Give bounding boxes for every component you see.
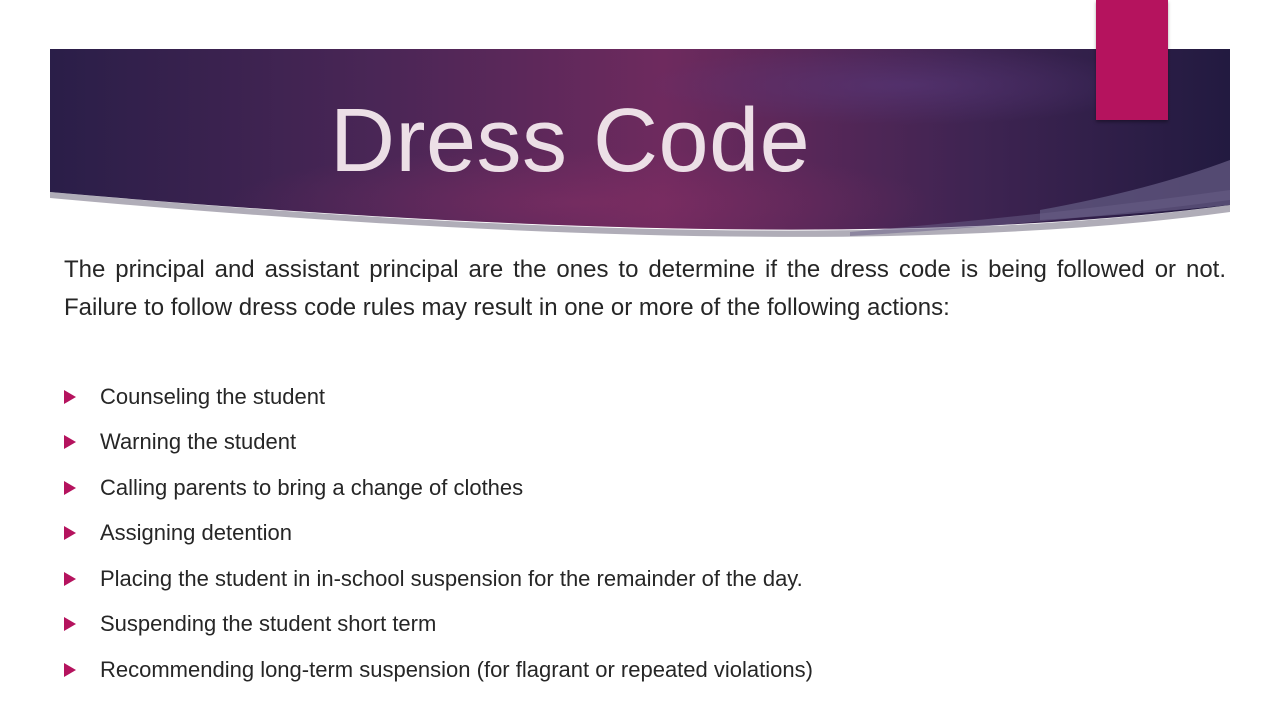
triangle-right-icon [64,663,76,677]
list-item-text: Placing the student in in-school suspension for the remainder of the day. [100,565,803,591]
intro-paragraph: The principal and assistant principal are the ones to determine if the dress code is being followed or not. Failure to follow dress code rules may result in one or more of the following actions: [64,256,1226,321]
triangle-right-icon [64,481,76,495]
list-item-text: Warning the student [100,429,297,455]
list-item [64,647,1224,693]
triangle-right-icon [64,617,76,631]
list-item [64,511,1224,557]
list-item-text: Recommending long-term suspension (for flagrant or repeated violations) [100,656,813,682]
triangle-right-icon [64,435,76,449]
triangle-right-icon [64,572,76,586]
accent-tab [1096,0,1168,120]
triangle-right-icon [64,526,76,540]
list-item [64,556,1224,602]
list-item-text: Suspending the student short term [100,611,437,637]
list-item-text: Assigning detention [100,520,293,546]
list-item-text: Calling parents to bring a change of clothes [100,474,524,500]
triangle-right-icon [64,390,76,404]
list-item-text: Counseling the student [100,383,326,409]
list-item [64,374,1224,420]
slide-title: Dress Code [330,91,811,191]
list-item [64,465,1224,511]
list-item [64,602,1224,648]
actions-list [64,374,1224,693]
list-item [64,420,1224,466]
